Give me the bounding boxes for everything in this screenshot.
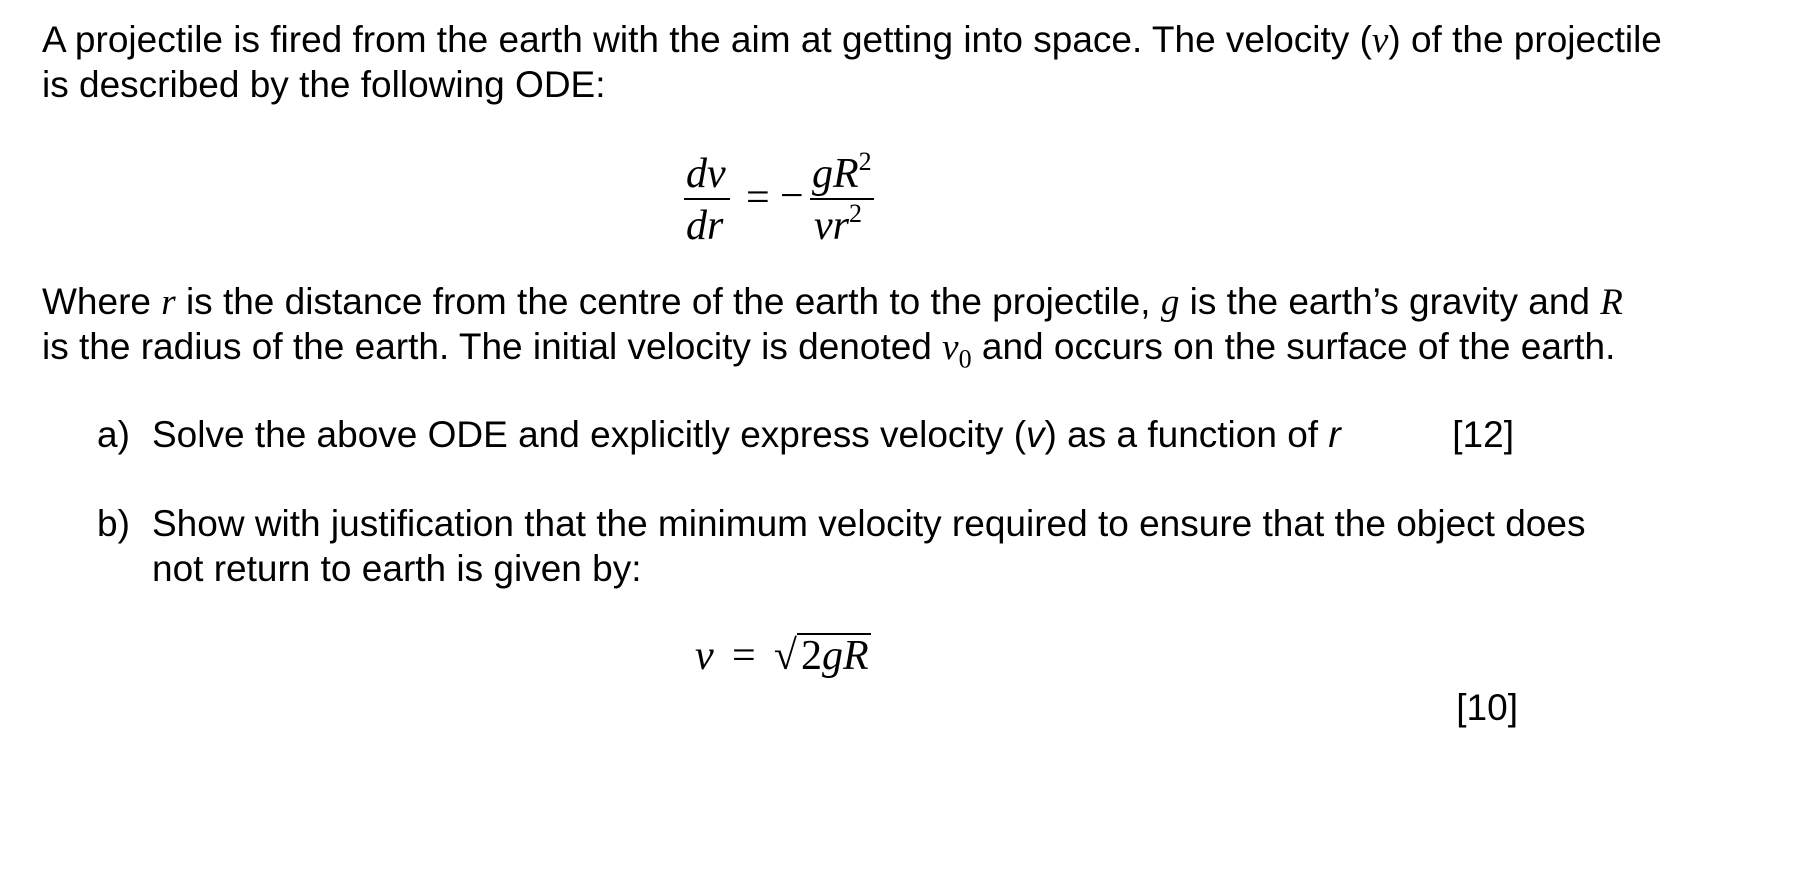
question-b-line-1: Show with justification that the minimum velocity required to ensure that the object does bbox=[152, 503, 1586, 544]
v0-variable: $v_0$ bbox=[942, 327, 972, 374]
eq2-equals: = bbox=[731, 633, 756, 679]
fraction-right-numerator: $gR^2$ bbox=[812, 147, 872, 197]
fraction-left-numerator: dv bbox=[686, 151, 726, 197]
fraction-left-bar bbox=[684, 198, 730, 200]
R-variable: R bbox=[1600, 282, 1623, 323]
intro-text-1a: A projectile is fired from the earth with the aim at getting into space. The velocity ( bbox=[42, 19, 1372, 60]
intro-line-1 bbox=[42, 15, 1662, 66]
min-velocity-equation bbox=[695, 632, 871, 692]
g-variable: g bbox=[1160, 282, 1180, 323]
question-a-label: a) bbox=[97, 414, 130, 455]
intro-line-2 bbox=[42, 60, 606, 110]
sqrt-radicand: 2gR bbox=[797, 633, 871, 677]
fraction-left-denominator: dr bbox=[686, 203, 724, 249]
intro-text-2: is described by the following ODE: bbox=[42, 64, 606, 105]
question-b-line-2: not return to earth is given by: bbox=[152, 548, 642, 589]
question-a-marks: [12] bbox=[1452, 414, 1514, 455]
explain-line-1: Where r is the distance from the centre of the earth to the projectile, g is the earth’s gravity and R bbox=[42, 281, 1623, 323]
velocity-variable: v bbox=[1371, 20, 1389, 61]
r-variable: r bbox=[161, 282, 176, 323]
ode-equation bbox=[680, 140, 900, 250]
sqrt-icon: √ bbox=[773, 633, 797, 679]
equals-sign: = bbox=[746, 175, 770, 221]
fraction-right-bar bbox=[810, 198, 874, 200]
question-b-label: b) bbox=[97, 503, 130, 544]
question-a-text: Solve the above ODE and explicitly express velocity (v) as a function of r bbox=[152, 414, 1341, 455]
minus-sign: − bbox=[780, 173, 804, 219]
question-b-marks: [10] bbox=[1456, 687, 1518, 728]
intro-text-1b: ) of the projectile bbox=[1388, 19, 1662, 60]
eq2-lhs: v bbox=[695, 633, 714, 679]
explain-line-2: is the radius of the earth. The initial velocity is denoted $v_0$ and occurs on the surface of the earth. bbox=[42, 326, 1616, 374]
fraction-right-denominator: $vr^2$ bbox=[814, 199, 862, 249]
